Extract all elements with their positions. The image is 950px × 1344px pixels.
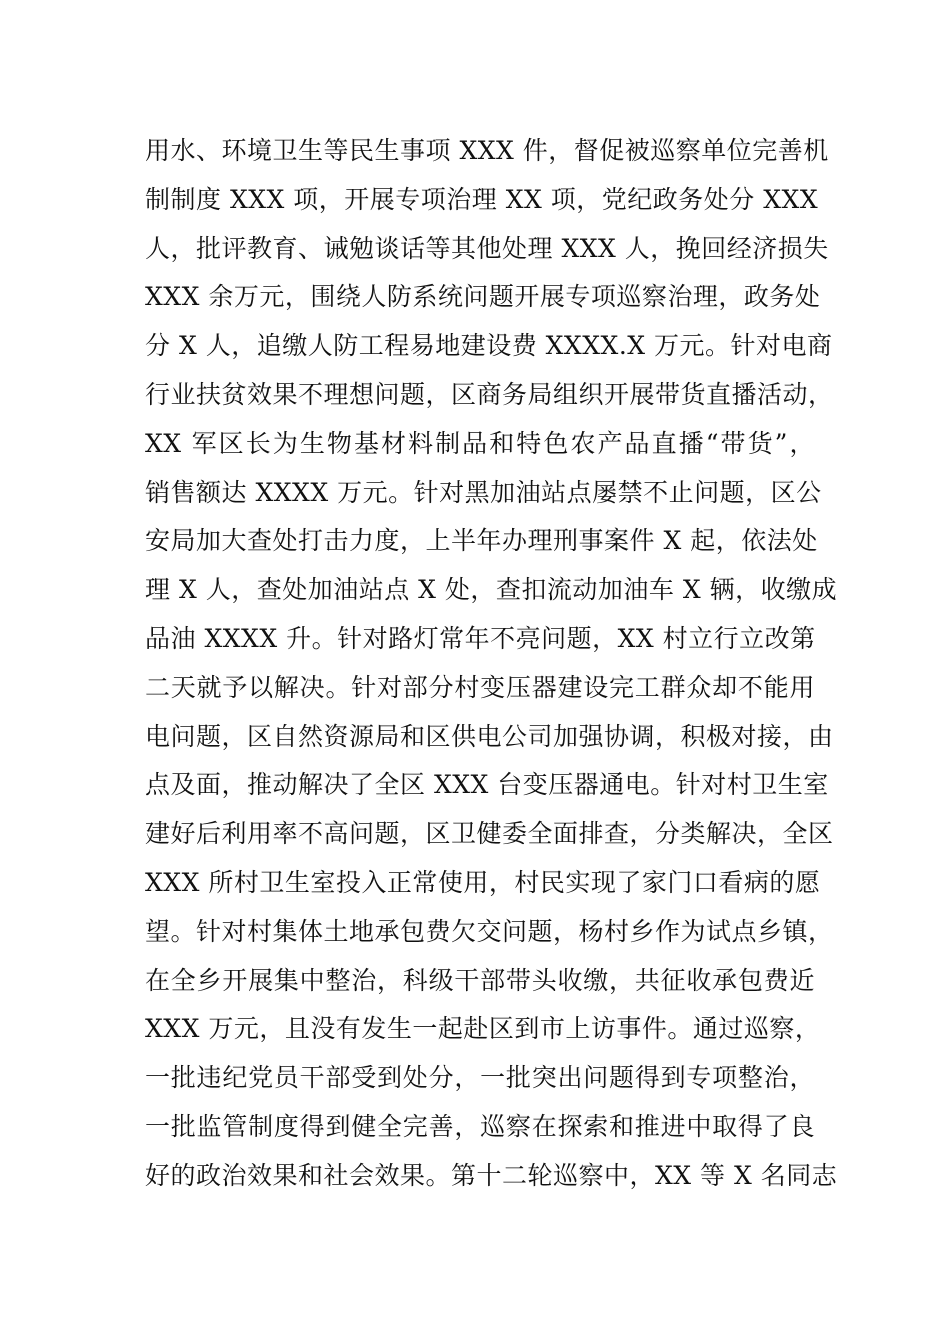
text-line: 分 X 人，追缴人防工程易地建设费 XXXX.X 万元。针对电商 [145, 331, 833, 361]
text-line: XXX 余万元，围绕人防系统问题开展专项巡察治理，政务处 [145, 282, 821, 312]
text-line: 一批违纪党员干部受到处分，一批突出问题得到专项整治， [145, 1063, 815, 1093]
text-line: 二天就予以解决。针对部分村变压器建设完工群众却不能用 [145, 672, 815, 702]
text-line: 用水、环境卫生等民生事项 XXX 件，督促被巡察单位完善机 [145, 136, 829, 165]
text-line: 销售额达 XXXX 万元。针对黑加油站点屡禁不止问题，区公 [145, 477, 822, 507]
text-line: 安局加大查处打击力度，上半年办理刑事案件 X 起，依法处 [145, 526, 818, 556]
text-line: 制制度 XXX 项，开展专项治理 XX 项，党纪政务处分 XXX [145, 184, 819, 214]
text-line: 在全乡开展集中整治，科级干部带头收缴，共征收承包费近 [145, 965, 815, 995]
text-line: XX 军区长为生物基材料制品和特色农产品直播“带货”， [145, 428, 815, 458]
text-line: 好的政治效果和社会效果。第十二轮巡察中，XX 等 X 名同志 [145, 1160, 838, 1190]
text-line: 一批监管制度得到健全完善，巡察在探索和推进中取得了良 [145, 1111, 815, 1141]
text-line: 品油 XXXX 升。针对路灯常年不亮问题，XX 村立行立改第 [145, 623, 816, 653]
text-line: 建好后利用率不高问题，区卫健委全面排查，分类解决，全区 [145, 819, 834, 849]
text-line: XXX 所村卫生室投入正常使用，村民实现了家门口看病的愿 [145, 867, 821, 897]
text-line: 望。针对村集体土地承包费欠交问题，杨村乡作为试点乡镇， [145, 916, 834, 946]
text-line: 行业扶贫效果不理想问题，区商务局组织开展带货直播活动， [145, 379, 834, 409]
text-line: 人，批评教育、诫勉谈话等其他处理 XXX 人，挽回经济损失 [145, 233, 829, 263]
text-line: XXX 万元，且没有发生一起赴区到市上访事件。通过巡察， [145, 1014, 821, 1044]
text-line: 点及面，推动解决了全区 XXX 台变压器通电。针对村卫生室 [145, 770, 829, 800]
text-line: 电问题，区自然资源局和区供电公司加强协调，积极对接，由 [145, 721, 834, 751]
body-paragraph [145, 127, 838, 1201]
text-line: 理 X 人，查处加油站点 X 处，查扣流动加油车 X 辆，收缴成 [145, 575, 838, 605]
